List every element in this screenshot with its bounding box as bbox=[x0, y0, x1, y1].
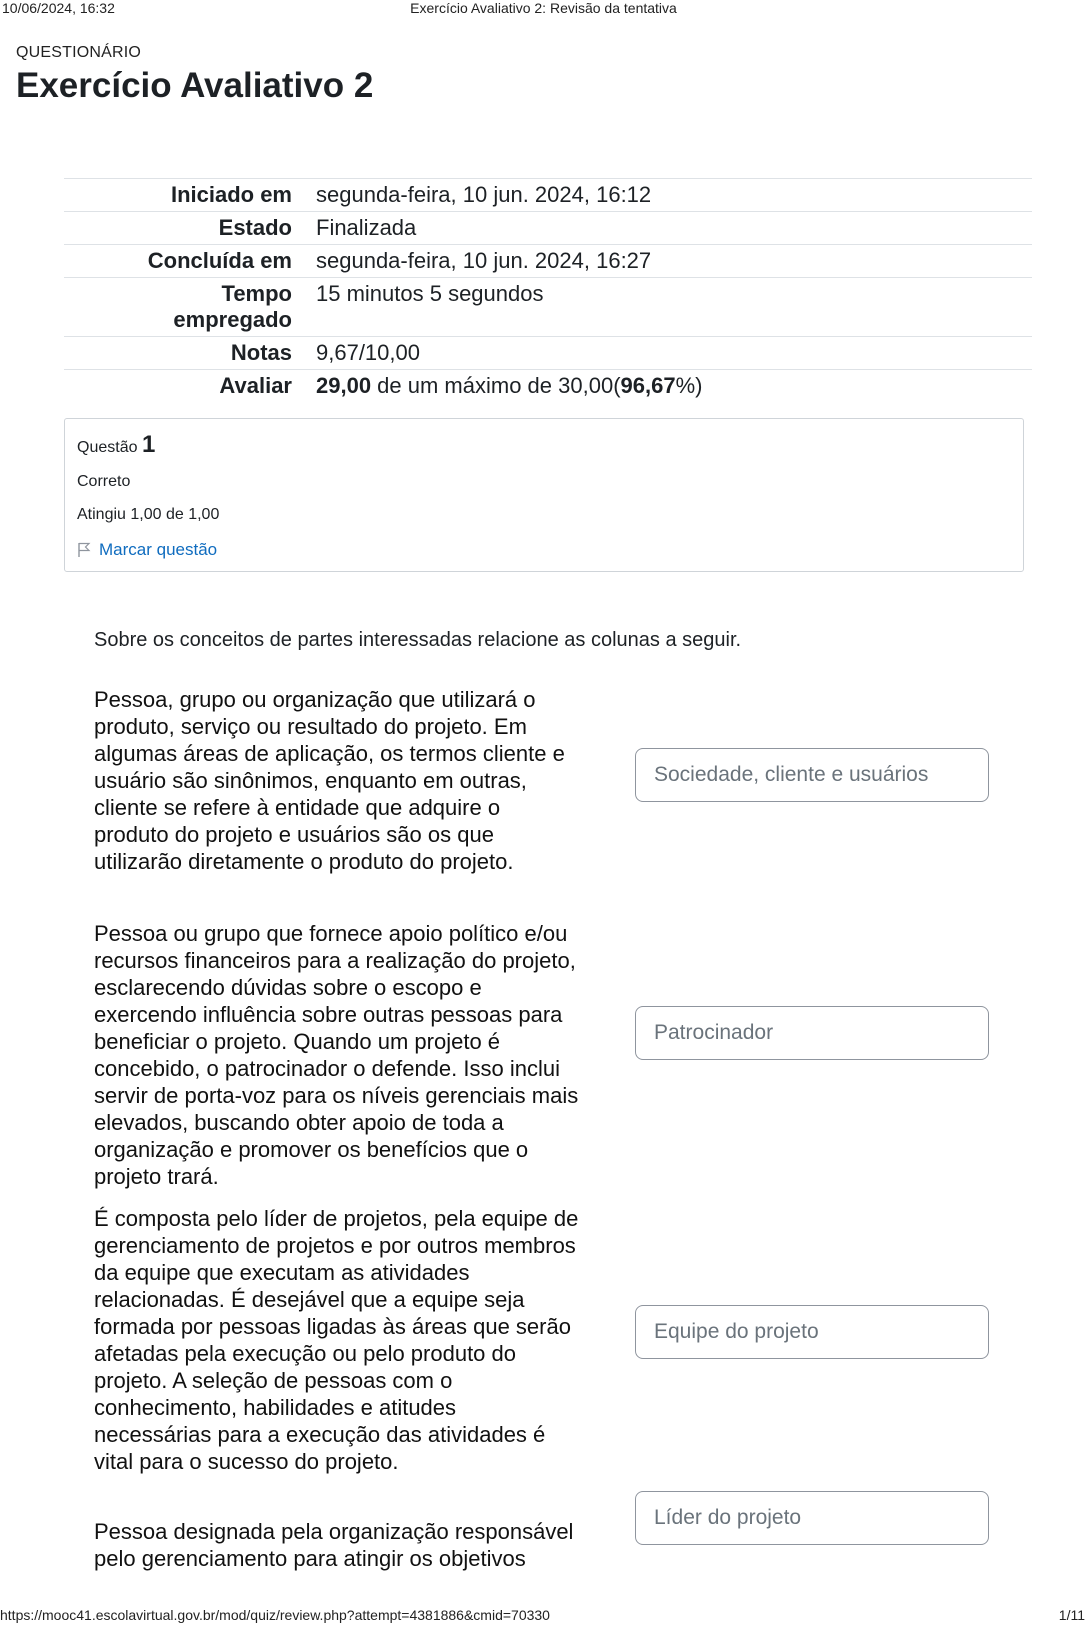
summary-value: Finalizada bbox=[316, 215, 417, 240]
text-line: pelo gerenciamento para atingir os objetivos bbox=[94, 1546, 526, 1571]
text-line: da equipe que executam as atividades bbox=[94, 1260, 470, 1285]
text-line: usuário são sinônimos, enquanto em outras, bbox=[94, 768, 527, 793]
summary-value bbox=[304, 370, 1032, 403]
grade-percent: 96,67 bbox=[620, 373, 676, 398]
text-line: algumas áreas de aplicação, os termos cliente e bbox=[94, 741, 565, 766]
print-url: https://mooc41.escolavirtual.gov.br/mod/quiz/review.php?attempt=4381886&cmid=70330 bbox=[0, 1607, 550, 1623]
text-line: projeto trará. bbox=[94, 1164, 219, 1189]
summary-row-grade bbox=[64, 370, 1032, 403]
summary-label: Estado bbox=[218, 215, 292, 240]
grade-mid-text: de um máximo de 30,00( bbox=[371, 373, 621, 398]
summary-row-time bbox=[64, 278, 1032, 337]
match-item-text bbox=[94, 1518, 630, 1572]
summary-label bbox=[64, 278, 304, 337]
page-section-label: QUESTIONÁRIO bbox=[16, 44, 142, 61]
text-line: vital para o sucesso do projeto. bbox=[94, 1449, 399, 1474]
text-line: Pessoa designada pela organização responsável bbox=[94, 1519, 574, 1544]
text-line: formada por pessoas ligadas às áreas que serão bbox=[94, 1314, 571, 1339]
summary-value: segunda-feira, 10 jun. 2024, 16:27 bbox=[316, 248, 652, 273]
summary-row-started bbox=[64, 179, 1032, 212]
question-state: Correto bbox=[77, 473, 131, 490]
flag-icon bbox=[77, 542, 91, 558]
match-answer-select[interactable] bbox=[635, 748, 989, 802]
text-line: organização e promover os benefícios que o bbox=[94, 1137, 529, 1162]
text-line: produto do projeto e usuários são os que bbox=[94, 822, 494, 847]
match-answer-select[interactable] bbox=[635, 1006, 989, 1060]
page-header bbox=[16, 44, 373, 106]
text-line: necessárias para a execução das atividades é bbox=[94, 1422, 546, 1447]
question-info-box bbox=[64, 418, 1024, 572]
flag-question-link[interactable] bbox=[77, 540, 217, 560]
selected-answer: Equipe do projeto bbox=[654, 1320, 819, 1343]
selected-answer: Sociedade, cliente e usuários bbox=[654, 763, 929, 786]
page-title: Exercício Avaliativo 2 bbox=[16, 66, 374, 105]
question-number-value: 1 bbox=[141, 431, 156, 458]
match-answer-select[interactable] bbox=[635, 1491, 989, 1545]
text-line: conhecimento, habilidades e atitudes bbox=[94, 1395, 457, 1420]
summary-row-marks bbox=[64, 337, 1032, 370]
text-line: produto, serviço ou resultado do projeto. Em bbox=[94, 714, 527, 739]
text-line: utilizarão diretamente o produto do projeto. bbox=[94, 849, 514, 874]
match-answer-select[interactable] bbox=[635, 1305, 989, 1359]
text-line: recursos financeiros para a realização do projeto, bbox=[94, 948, 576, 973]
text-line: Pessoa, grupo ou organização que utilizará o bbox=[94, 687, 536, 712]
match-item-text bbox=[94, 1205, 630, 1475]
selected-answer: Líder do projeto bbox=[654, 1506, 802, 1529]
print-datetime: 10/06/2024, 16:32 bbox=[2, 0, 115, 16]
text-line: relacionadas. É desejável que a equipe seja bbox=[94, 1287, 525, 1312]
grade-end-text: %) bbox=[675, 373, 703, 398]
summary-label: Concluída em bbox=[147, 248, 292, 273]
question-number bbox=[77, 431, 1011, 459]
text-line: esclarecendo dúvidas sobre o escopo e bbox=[94, 975, 482, 1000]
print-header bbox=[0, 0, 1087, 18]
summary-row-completed bbox=[64, 245, 1032, 278]
question-grade: Atingiu 1,00 de 1,00 bbox=[77, 506, 220, 523]
text-line: cliente se refere à entidade que adquire o bbox=[94, 795, 501, 820]
text-line: elevados, buscando obter apoio de toda a bbox=[94, 1110, 504, 1135]
text-line: afetadas pela execução ou pelo produto do bbox=[94, 1341, 516, 1366]
summary-value: 9,67/10,00 bbox=[316, 340, 420, 365]
flag-question-label: Marcar questão bbox=[99, 540, 218, 559]
summary-label: Iniciado em bbox=[170, 182, 292, 207]
summary-value: segunda-feira, 10 jun. 2024, 16:12 bbox=[316, 182, 652, 207]
text-line: gerenciamento de projetos e por outros membros bbox=[94, 1233, 576, 1258]
text-line: beneficiar o projeto. Quando um projeto é bbox=[94, 1029, 501, 1054]
text-line: projeto. A seleção de pessoas com o bbox=[94, 1368, 453, 1393]
print-page-number: 1/11 bbox=[1058, 1607, 1085, 1623]
question-label: Questão bbox=[77, 439, 142, 456]
print-doc-title: Exercício Avaliativo 2: Revisão da tentativa bbox=[410, 0, 677, 16]
summary-label-line: Tempo bbox=[221, 281, 292, 306]
text-line: É composta pelo líder de projetos, pela equipe de bbox=[94, 1206, 579, 1231]
summary-label: Avaliar bbox=[219, 373, 292, 398]
selected-answer: Patrocinador bbox=[654, 1021, 774, 1044]
text-line: Pessoa ou grupo que fornece apoio político e/ou bbox=[94, 921, 568, 946]
text-line: concebido, o patrocinador o defende. Isso inclui bbox=[94, 1056, 560, 1081]
summary-label: Notas bbox=[230, 340, 292, 365]
text-line: exercendo influência sobre outras pessoas para bbox=[94, 1002, 563, 1027]
question-prompt: Sobre os conceitos de partes interessadas relacione as colunas a seguir. bbox=[94, 629, 742, 651]
summary-label-line: empregado bbox=[173, 307, 292, 332]
attempt-summary-table bbox=[64, 178, 1032, 402]
summary-row-state bbox=[64, 212, 1032, 245]
match-item-text bbox=[94, 686, 630, 875]
text-line: servir de porta-voz para os níveis gerenciais mais bbox=[94, 1083, 579, 1108]
grade-score: 29,00 bbox=[316, 373, 372, 398]
summary-value: 15 minutos 5 segundos bbox=[316, 281, 544, 306]
match-item-text bbox=[94, 920, 630, 1190]
